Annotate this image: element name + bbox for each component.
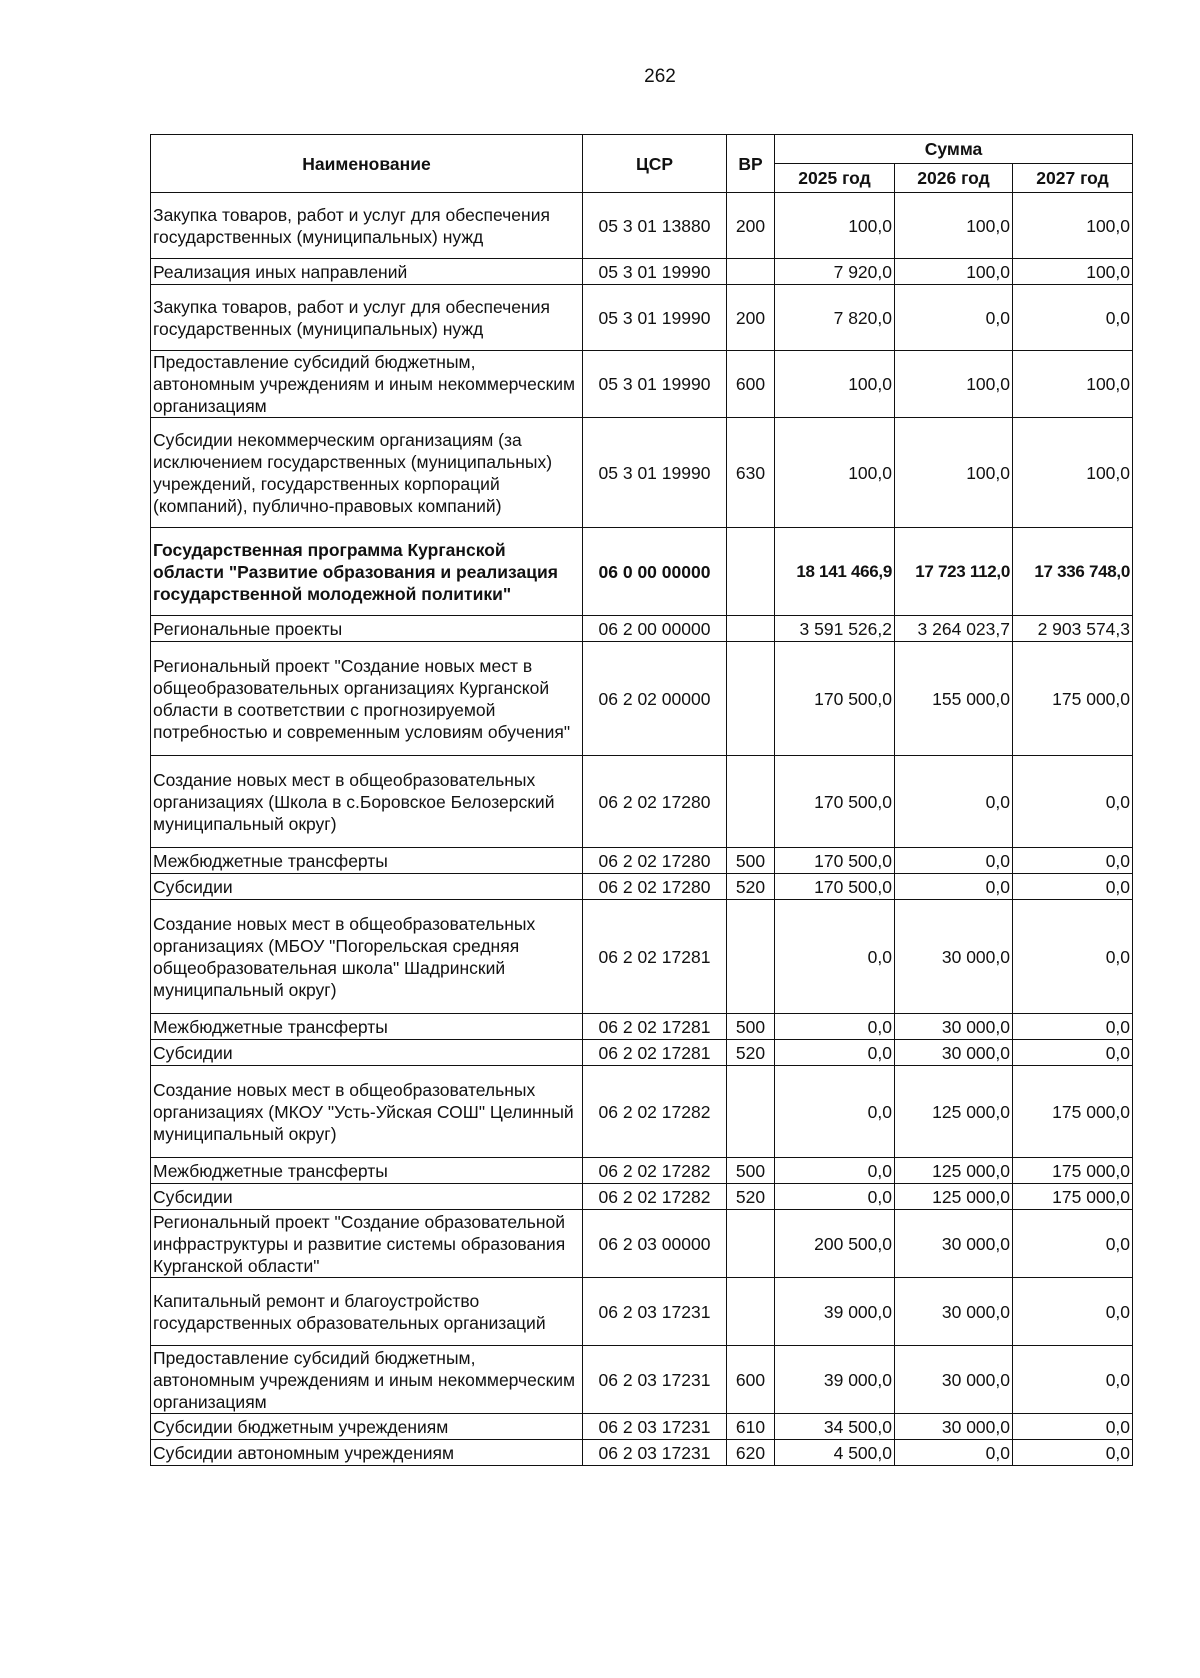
row-name: Субсидии бюджетным учреждениям [151, 1414, 583, 1440]
table-row [151, 1440, 1133, 1466]
row-2026: 125 000,0 [895, 1158, 1013, 1184]
row-2025: 0,0 [775, 1158, 895, 1184]
row-2027: 2 903 574,3 [1013, 616, 1133, 642]
row-vr: 520 [727, 1040, 775, 1066]
row-2025: 170 500,0 [775, 848, 895, 874]
table-row [151, 351, 1133, 418]
row-name: Создание новых мест в общеобразовательных организациях (Школа в с.Боровское Белозерский муниципальный округ) [151, 756, 583, 848]
row-2027: 17 336 748,0 [1013, 528, 1133, 616]
row-name: Региональный проект "Создание образовательной инфраструктуры и развитие системы образования Курганской области" [151, 1210, 583, 1278]
row-name: Субсидии [151, 1184, 583, 1210]
table-row [151, 900, 1133, 1014]
row-name: Межбюджетные трансферты [151, 1014, 583, 1040]
row-name: Субсидии [151, 874, 583, 900]
table-row [151, 1278, 1133, 1346]
row-vr [727, 616, 775, 642]
row-vr [727, 642, 775, 756]
row-2026: 100,0 [895, 259, 1013, 285]
row-vr [727, 756, 775, 848]
row-2026: 30 000,0 [895, 1346, 1013, 1414]
row-csr: 05 3 01 19990 [583, 418, 727, 528]
row-2026: 125 000,0 [895, 1066, 1013, 1158]
row-csr: 06 2 03 17231 [583, 1278, 727, 1346]
row-name: Капитальный ремонт и благоустройство государственных образовательных организаций [151, 1278, 583, 1346]
row-name: Региональные проекты [151, 616, 583, 642]
row-2027: 175 000,0 [1013, 1184, 1133, 1210]
row-2025: 34 500,0 [775, 1414, 895, 1440]
row-2027: 175 000,0 [1013, 1158, 1133, 1184]
row-2027: 100,0 [1013, 418, 1133, 528]
row-name: Закупка товаров, работ и услуг для обеспечения государственных (муниципальных) нужд [151, 193, 583, 259]
row-vr [727, 1066, 775, 1158]
row-name: Предоставление субсидий бюджетным, автономным учреждениям и иным некоммерческим организациям [151, 351, 583, 418]
row-2027: 0,0 [1013, 848, 1133, 874]
row-2025: 100,0 [775, 193, 895, 259]
row-2027: 0,0 [1013, 756, 1133, 848]
row-2027: 0,0 [1013, 1210, 1133, 1278]
row-name: Региональный проект "Создание новых мест в общеобразовательных организациях Курганской области в соответствии с прогнозируемой потребностью и современным условиям обучения" [151, 642, 583, 756]
row-2025: 170 500,0 [775, 642, 895, 756]
table-row [151, 874, 1133, 900]
row-vr: 620 [727, 1440, 775, 1466]
row-csr: 05 3 01 19990 [583, 259, 727, 285]
row-name: Субсидии некоммерческим организациям (за исключением государственных (муниципальных) учреждений, государственных корпораций (компаний), публично-правовых компаний) [151, 418, 583, 528]
row-2027: 100,0 [1013, 351, 1133, 418]
table-row [151, 848, 1133, 874]
row-2026: 30 000,0 [895, 1278, 1013, 1346]
row-2025: 7 920,0 [775, 259, 895, 285]
row-2025: 100,0 [775, 351, 895, 418]
row-csr: 06 2 02 17280 [583, 874, 727, 900]
row-vr: 630 [727, 418, 775, 528]
row-2026: 30 000,0 [895, 900, 1013, 1014]
table-row [151, 1066, 1133, 1158]
row-2026: 17 723 112,0 [895, 528, 1013, 616]
row-2025: 4 500,0 [775, 1440, 895, 1466]
row-2025: 100,0 [775, 418, 895, 528]
row-2026: 125 000,0 [895, 1184, 1013, 1210]
table-row [151, 259, 1133, 285]
row-csr: 05 3 01 19990 [583, 285, 727, 351]
row-2026: 0,0 [895, 848, 1013, 874]
header-csr: ЦСР [583, 135, 727, 193]
row-2026: 0,0 [895, 285, 1013, 351]
row-name: Государственная программа Курганской области "Развитие образования и реализация государственной молодежной политики" [151, 528, 583, 616]
row-2026: 30 000,0 [895, 1014, 1013, 1040]
row-2027: 0,0 [1013, 900, 1133, 1014]
row-csr: 06 2 00 00000 [583, 616, 727, 642]
header-2025: 2025 год [775, 164, 895, 193]
row-vr: 520 [727, 874, 775, 900]
row-csr: 06 2 02 17281 [583, 900, 727, 1014]
row-2027: 0,0 [1013, 1040, 1133, 1066]
row-name: Предоставление субсидий бюджетным, автономным учреждениям и иным некоммерческим организациям [151, 1346, 583, 1414]
row-2027: 0,0 [1013, 1014, 1133, 1040]
row-csr: 06 2 03 17231 [583, 1440, 727, 1466]
table-row [151, 1346, 1133, 1414]
row-name: Создание новых мест в общеобразовательных организациях (МКОУ "Усть-Уйская СОШ" Целинный муниципальный округ) [151, 1066, 583, 1158]
row-csr: 06 2 02 00000 [583, 642, 727, 756]
row-2025: 200 500,0 [775, 1210, 895, 1278]
row-2026: 0,0 [895, 874, 1013, 900]
row-2026: 3 264 023,7 [895, 616, 1013, 642]
row-2025: 170 500,0 [775, 756, 895, 848]
row-2027: 100,0 [1013, 193, 1133, 259]
row-2027: 0,0 [1013, 285, 1133, 351]
row-2026: 0,0 [895, 756, 1013, 848]
header-2027: 2027 год [1013, 164, 1133, 193]
row-vr [727, 900, 775, 1014]
row-2025: 7 820,0 [775, 285, 895, 351]
row-name: Межбюджетные трансферты [151, 848, 583, 874]
row-vr [727, 259, 775, 285]
row-csr: 06 2 02 17280 [583, 756, 727, 848]
row-2025: 39 000,0 [775, 1278, 895, 1346]
table-row [151, 1184, 1133, 1210]
header-name: Наименование [151, 135, 583, 193]
row-2027: 0,0 [1013, 1440, 1133, 1466]
row-vr: 610 [727, 1414, 775, 1440]
row-csr: 05 3 01 19990 [583, 351, 727, 418]
row-csr: 06 2 03 00000 [583, 1210, 727, 1278]
row-csr: 06 0 00 00000 [583, 528, 727, 616]
row-2025: 0,0 [775, 1014, 895, 1040]
row-2027: 175 000,0 [1013, 642, 1133, 756]
row-name: Субсидии автономным учреждениям [151, 1440, 583, 1466]
row-2026: 100,0 [895, 418, 1013, 528]
table-row [151, 1414, 1133, 1440]
row-2027: 175 000,0 [1013, 1066, 1133, 1158]
row-2027: 0,0 [1013, 874, 1133, 900]
page-number: 262 [644, 66, 676, 87]
table-row-program [151, 528, 1133, 616]
table-row [151, 616, 1133, 642]
table-row [151, 1014, 1133, 1040]
row-vr [727, 528, 775, 616]
row-csr: 06 2 02 17281 [583, 1014, 727, 1040]
row-vr: 520 [727, 1184, 775, 1210]
row-name: Межбюджетные трансферты [151, 1158, 583, 1184]
table-row [151, 642, 1133, 756]
table-row [151, 285, 1133, 351]
row-csr: 06 2 02 17282 [583, 1066, 727, 1158]
table-row [151, 1158, 1133, 1184]
row-2026: 100,0 [895, 193, 1013, 259]
row-vr [727, 1210, 775, 1278]
row-vr: 500 [727, 1014, 775, 1040]
row-2025: 0,0 [775, 1184, 895, 1210]
row-vr: 600 [727, 1346, 775, 1414]
row-vr: 200 [727, 285, 775, 351]
row-2027: 0,0 [1013, 1346, 1133, 1414]
row-2026: 30 000,0 [895, 1414, 1013, 1440]
row-vr: 600 [727, 351, 775, 418]
row-csr: 06 2 02 17282 [583, 1158, 727, 1184]
row-name: Создание новых мест в общеобразовательных организациях (МБОУ "Погорельская средняя общеобразовательная школа" Шадринский муниципальный округ) [151, 900, 583, 1014]
row-2025: 3 591 526,2 [775, 616, 895, 642]
header-2026: 2026 год [895, 164, 1013, 193]
table-row [151, 193, 1133, 259]
row-vr [727, 1278, 775, 1346]
row-vr: 500 [727, 1158, 775, 1184]
row-csr: 05 3 01 13880 [583, 193, 727, 259]
row-2025: 0,0 [775, 900, 895, 1014]
row-name: Закупка товаров, работ и услуг для обеспечения государственных (муниципальных) нужд [151, 285, 583, 351]
row-2025: 0,0 [775, 1066, 895, 1158]
row-2027: 0,0 [1013, 1414, 1133, 1440]
row-vr: 500 [727, 848, 775, 874]
row-2026: 0,0 [895, 1440, 1013, 1466]
row-2025: 39 000,0 [775, 1346, 895, 1414]
table-row [151, 418, 1133, 528]
header-sum: Сумма [775, 135, 1133, 164]
row-2026: 30 000,0 [895, 1040, 1013, 1066]
row-2025: 0,0 [775, 1040, 895, 1066]
row-2025: 170 500,0 [775, 874, 895, 900]
table-row [151, 756, 1133, 848]
table-row [151, 1210, 1133, 1278]
budget-table [150, 134, 1133, 1466]
row-2025: 18 141 466,9 [775, 528, 895, 616]
row-csr: 06 2 03 17231 [583, 1346, 727, 1414]
row-2027: 0,0 [1013, 1278, 1133, 1346]
table-header [151, 135, 1133, 193]
row-name: Субсидии [151, 1040, 583, 1066]
row-csr: 06 2 02 17280 [583, 848, 727, 874]
row-csr: 06 2 02 17281 [583, 1040, 727, 1066]
row-2026: 155 000,0 [895, 642, 1013, 756]
row-name: Реализация иных направлений [151, 259, 583, 285]
table-body [151, 193, 1133, 1466]
row-vr: 200 [727, 193, 775, 259]
row-2027: 100,0 [1013, 259, 1133, 285]
row-csr: 06 2 03 17231 [583, 1414, 727, 1440]
row-csr: 06 2 02 17282 [583, 1184, 727, 1210]
table-row [151, 1040, 1133, 1066]
header-vr: ВР [727, 135, 775, 193]
row-2026: 30 000,0 [895, 1210, 1013, 1278]
row-2026: 100,0 [895, 351, 1013, 418]
